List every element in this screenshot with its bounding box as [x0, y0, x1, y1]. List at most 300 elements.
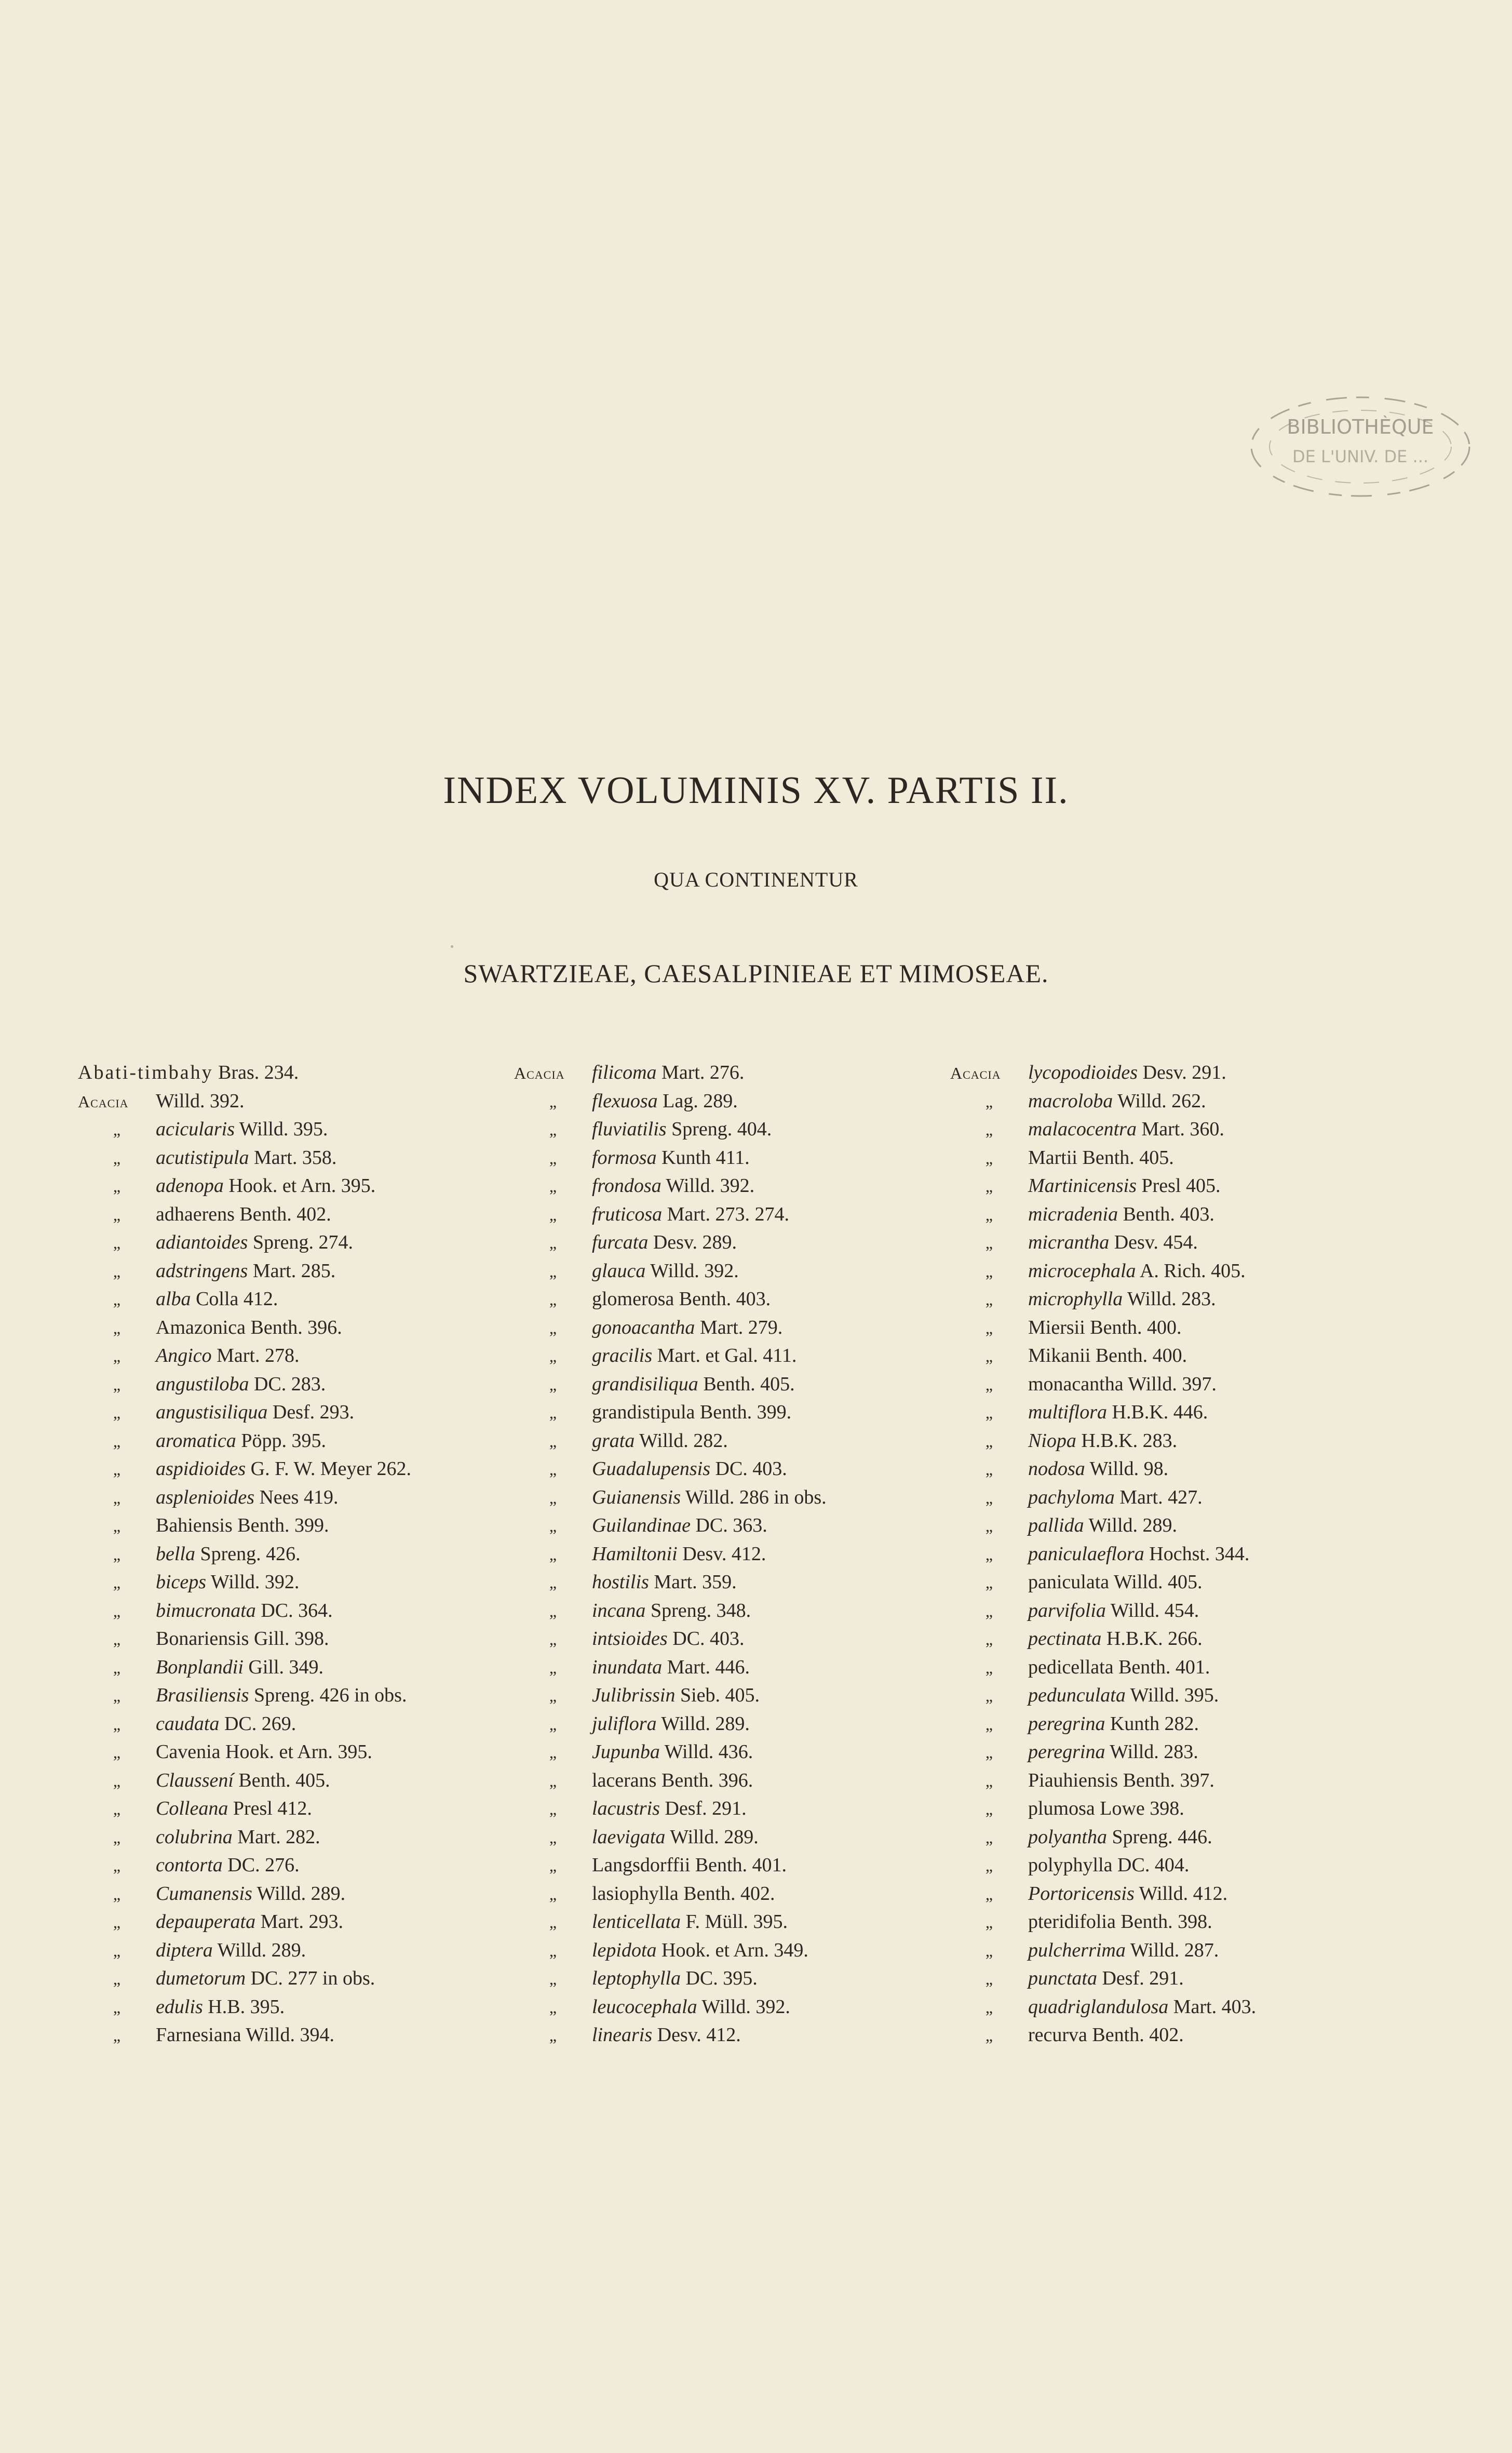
- species-name: gracilis: [592, 1345, 653, 1366]
- species-name: Guianensis: [592, 1486, 681, 1508]
- author-page-ref: Benth. 396.: [656, 1769, 753, 1791]
- stamp-top-text: BIBLIOTHÈQUE: [1287, 415, 1434, 438]
- species-name: asplenioides: [156, 1486, 254, 1508]
- ditto-mark: „: [985, 1234, 993, 1252]
- ditto-mark: „: [113, 1969, 121, 1988]
- index-entry: [950, 1427, 1397, 1455]
- ditto-mark: „: [985, 1431, 993, 1451]
- ditto-mark: „: [549, 1375, 557, 1394]
- author-page-ref: Benth. 402.: [1087, 2024, 1184, 2046]
- species-name: angustisiliqua: [156, 1401, 268, 1423]
- page-subtitle-content: SWARTZIEAE, CAESALPINIEAE ET MIMOSEAE.: [463, 959, 1049, 988]
- species-name: dumetorum: [156, 1967, 246, 1989]
- index-entry: [514, 1597, 961, 1625]
- author-page-ref: Willd. 392.: [206, 1571, 300, 1593]
- ditto-mark: „: [113, 1375, 121, 1394]
- species-name: diptera: [156, 1939, 213, 1961]
- ditto-mark: „: [113, 1177, 121, 1196]
- index-entry: [514, 1483, 961, 1512]
- index-entry: [78, 2021, 524, 2049]
- index-entry: [950, 1115, 1397, 1144]
- index-entry: [78, 1398, 524, 1427]
- index-entry: [78, 1993, 524, 2021]
- author-page-ref: Willd. 436.: [659, 1741, 753, 1763]
- species-name: lycopodioides: [1028, 1062, 1138, 1083]
- species-name: filicoma: [592, 1062, 657, 1083]
- species-name: monacantha: [1028, 1373, 1124, 1395]
- author-page-ref: Mart. 273. 274.: [662, 1203, 789, 1225]
- author-page-ref: H.B.K. 266.: [1101, 1628, 1203, 1650]
- index-entry: [950, 1738, 1397, 1766]
- author-page-ref: Mart. 282.: [232, 1826, 320, 1848]
- author-page-ref: Benth. 399.: [232, 1514, 329, 1536]
- ditto-mark: „: [549, 1856, 557, 1875]
- genus-label: Acacia: [78, 1092, 129, 1111]
- author-page-ref: Spreng. 348.: [645, 1599, 751, 1621]
- index-entry: [78, 1851, 524, 1880]
- index-entry: [950, 1228, 1397, 1257]
- ditto-mark: „: [549, 1800, 557, 1818]
- index-entry: [514, 1257, 961, 1285]
- author-page-ref: Willd. 289.: [212, 1939, 306, 1961]
- author-page-ref: Mart. 358.: [249, 1146, 337, 1169]
- index-entry: [950, 1880, 1397, 1908]
- species-name: adhaerens: [156, 1203, 235, 1225]
- author-page-ref: DC. 269.: [219, 1712, 296, 1735]
- index-entry: [950, 1964, 1397, 1993]
- index-entry: [514, 1200, 961, 1229]
- ditto-mark: „: [985, 1800, 993, 1818]
- index-entry: [950, 1908, 1397, 1936]
- index-entry: [78, 1936, 524, 1965]
- species-name: punctata: [1028, 1967, 1097, 1989]
- index-entry: [78, 1115, 524, 1144]
- index-entry: [78, 1257, 524, 1285]
- author-page-ref: Benth. 403.: [674, 1288, 771, 1310]
- species-name: aromatica: [156, 1429, 236, 1452]
- index-entry: [950, 1597, 1397, 1625]
- index-entry: [950, 1823, 1397, 1852]
- author-page-ref: Mart. 279.: [695, 1316, 783, 1338]
- ditto-mark: „: [113, 1771, 121, 1790]
- species-name: peregrina: [1028, 1712, 1105, 1735]
- index-entry: [950, 1087, 1397, 1116]
- species-name: depauperata: [156, 1911, 256, 1933]
- author-page-ref: Willd. 287.: [1125, 1939, 1219, 1961]
- ditto-mark: „: [549, 1658, 557, 1677]
- ditto-mark: „: [549, 1488, 557, 1507]
- author-page-ref: Willd. 289.: [665, 1826, 759, 1848]
- ditto-mark: „: [113, 1998, 121, 2017]
- ditto-mark: „: [549, 1290, 557, 1309]
- index-column-2: [514, 1058, 961, 2049]
- ditto-mark: „: [549, 1630, 557, 1648]
- index-entry: [514, 1710, 961, 1738]
- index-entry: [78, 1313, 524, 1342]
- ditto-mark: „: [549, 1743, 557, 1762]
- species-name: grata: [592, 1429, 635, 1452]
- index-entry: [514, 1228, 961, 1257]
- ditto-mark: „: [549, 1517, 557, 1535]
- species-name: furcata: [592, 1231, 649, 1253]
- ditto-mark: „: [549, 1460, 557, 1479]
- ditto-mark: „: [549, 1601, 557, 1620]
- ditto-mark: „: [113, 1262, 121, 1281]
- ditto-mark: „: [549, 1262, 557, 1281]
- index-entry: [514, 1568, 961, 1597]
- index-entry: [514, 1511, 961, 1540]
- species-name: pectinata: [1028, 1628, 1102, 1650]
- genus-label: Acacia: [950, 1064, 1001, 1082]
- author-page-ref: Willd. 412.: [1134, 1882, 1228, 1905]
- species-name: glauca: [592, 1259, 646, 1282]
- species-name: pedicellata: [1028, 1656, 1114, 1678]
- author-page-ref: Benth. 403.: [1118, 1203, 1214, 1225]
- ditto-mark: „: [113, 1460, 121, 1479]
- index-entry: [78, 1568, 524, 1597]
- species-name: plumosa: [1028, 1798, 1095, 1819]
- index-entry: [514, 1823, 961, 1852]
- species-name: lenticellata: [592, 1911, 681, 1933]
- ditto-mark: „: [549, 1545, 557, 1564]
- ditto-mark: „: [113, 1347, 121, 1365]
- species-name: Jupunba: [592, 1741, 660, 1763]
- index-entry: [514, 1087, 961, 1116]
- index-entry: [78, 1285, 524, 1313]
- ditto-mark: „: [113, 1431, 121, 1451]
- author-page-ref: Lag. 289.: [657, 1090, 738, 1112]
- author-page-ref: Kunth 282.: [1105, 1712, 1199, 1735]
- index-column-3: [950, 1058, 1397, 2049]
- author-page-ref: Willd. 454.: [1105, 1599, 1199, 1621]
- index-entry: [950, 1200, 1397, 1229]
- species-name: grandistipula: [592, 1401, 695, 1423]
- index-entry: [950, 1794, 1397, 1823]
- author-page-ref: H.B.K. 283.: [1076, 1429, 1178, 1452]
- author-page-ref: Mart. 285.: [248, 1259, 336, 1282]
- ditto-mark: „: [985, 1658, 993, 1677]
- species-name: microcephala: [1028, 1259, 1136, 1282]
- ditto-mark: „: [113, 1205, 121, 1224]
- index-entry: [514, 1455, 961, 1483]
- author-page-ref: DC. 404.: [1112, 1854, 1190, 1876]
- index-entry: [950, 1172, 1397, 1200]
- species-name: Bonariensis: [156, 1628, 249, 1650]
- index-entry: [950, 1342, 1397, 1370]
- ditto-mark: „: [549, 1884, 557, 1904]
- author-page-ref: Desf. 291.: [659, 1798, 747, 1819]
- species-name: Guadalupensis: [592, 1458, 710, 1480]
- index-entry: [514, 1058, 961, 1087]
- ditto-mark: „: [113, 1601, 121, 1620]
- index-entry: [78, 1483, 524, 1512]
- species-name: colubrina: [156, 1826, 233, 1848]
- author-page-ref: Presl 405.: [1136, 1175, 1221, 1197]
- species-name: Martinicensis: [1028, 1175, 1137, 1197]
- index-entry: [78, 1087, 524, 1116]
- author-page-ref: Benth. 400.: [1085, 1316, 1182, 1338]
- author-page-ref: Mart. 278.: [211, 1345, 300, 1366]
- author-page-ref: Willd. 392.: [697, 1995, 790, 2018]
- ditto-mark: „: [985, 1969, 993, 1988]
- author-page-ref: Desv. 291.: [1138, 1062, 1226, 1083]
- species-name: pallida: [1028, 1514, 1084, 1536]
- species-name: polyantha: [1028, 1826, 1107, 1848]
- author-page-ref: Benth. 402.: [678, 1882, 775, 1905]
- ditto-mark: „: [985, 1460, 993, 1479]
- author-page-ref: Desv. 454.: [1109, 1231, 1198, 1253]
- species-name: acutistipula: [156, 1146, 249, 1169]
- author-page-ref: Spreng. 426 in obs.: [249, 1684, 407, 1706]
- index-entry: [950, 1851, 1397, 1880]
- species-name: Colleana: [156, 1798, 228, 1819]
- species-name: Claussení: [156, 1769, 234, 1791]
- index-entry: [950, 1285, 1397, 1313]
- species-name: bella: [156, 1543, 195, 1565]
- author-page-ref: Spreng. 404.: [666, 1118, 772, 1140]
- index-entry: [950, 1653, 1397, 1682]
- species-name: adiantoides: [156, 1231, 248, 1253]
- author-page-ref: DC. 363.: [690, 1514, 767, 1536]
- ditto-mark: „: [113, 1318, 121, 1337]
- author-page-ref: Gill. 398.: [249, 1628, 329, 1650]
- library-stamp-icon: [1241, 384, 1480, 504]
- ditto-mark: „: [985, 1573, 993, 1592]
- ditto-mark: „: [549, 2026, 557, 2045]
- index-entry: [78, 1766, 524, 1795]
- author-page-ref: Willd. 283.: [1105, 1741, 1198, 1763]
- species-name: adstringens: [156, 1259, 248, 1282]
- ditto-mark: „: [985, 1913, 993, 1932]
- ditto-mark: „: [549, 1205, 557, 1224]
- author-page-ref: Pöpp. 395.: [236, 1429, 326, 1452]
- index-entry: [78, 1200, 524, 1229]
- species-name: malacocentra: [1028, 1118, 1137, 1140]
- species-name: Julibrissin: [592, 1684, 676, 1706]
- ditto-mark: „: [549, 1318, 557, 1337]
- ditto-mark: „: [549, 1148, 557, 1168]
- ditto-mark: „: [985, 1120, 993, 1139]
- author-page-ref: Willd. 395.: [1125, 1684, 1219, 1706]
- index-entry: [514, 1172, 961, 1200]
- index-entry: [950, 1540, 1397, 1569]
- index-entry: [78, 1710, 524, 1738]
- author-page-ref: Willd. 397.: [1123, 1373, 1217, 1395]
- index-entry: [514, 1342, 961, 1370]
- ditto-mark: „: [985, 1262, 993, 1281]
- ditto-mark: „: [113, 1743, 121, 1762]
- index-entry: [514, 1908, 961, 1936]
- ditto-mark: „: [113, 1403, 121, 1422]
- index-entry: [78, 1908, 524, 1936]
- author-page-ref: Benth. 401.: [1113, 1656, 1210, 1678]
- author-page-ref: DC. 283.: [249, 1373, 326, 1395]
- species-name: bimucronata: [156, 1599, 256, 1621]
- ditto-mark: „: [985, 1347, 993, 1365]
- author-page-ref: Benth. 399.: [695, 1401, 792, 1423]
- ditto-mark: „: [549, 1941, 557, 1960]
- index-entry: [514, 1115, 961, 1144]
- index-entry: [950, 1370, 1397, 1399]
- species-name: Mikanii: [1028, 1345, 1091, 1366]
- species-name: Cavenia: [156, 1741, 221, 1763]
- species-name: fluviatilis: [592, 1118, 667, 1140]
- ditto-mark: „: [985, 1630, 993, 1648]
- index-entry: [950, 1511, 1397, 1540]
- index-entry: [950, 1681, 1397, 1710]
- ditto-mark: „: [985, 1403, 993, 1422]
- ditto-mark: „: [549, 1120, 557, 1139]
- ditto-mark: „: [985, 1148, 993, 1168]
- index-entry: [514, 1681, 961, 1710]
- species-name: nodosa: [1028, 1458, 1085, 1480]
- index-entry: [78, 1681, 524, 1710]
- species-name: lacerans: [592, 1769, 657, 1791]
- ditto-mark: „: [985, 1177, 993, 1196]
- index-entry: [514, 1851, 961, 1880]
- author-page-ref: Benth. 405.: [233, 1769, 330, 1791]
- species-name: Brasiliensis: [156, 1684, 249, 1706]
- species-name: paniculata: [1028, 1571, 1110, 1593]
- ditto-mark: „: [985, 1884, 993, 1904]
- species-name: polyphylla: [1028, 1854, 1113, 1876]
- species-name: gonoacantha: [592, 1316, 695, 1338]
- species-name: macroloba: [1028, 1090, 1113, 1112]
- author-page-ref: DC. 403.: [710, 1458, 787, 1480]
- species-name: multiflora: [1028, 1401, 1108, 1423]
- author-page-ref: Desf. 293.: [267, 1401, 355, 1423]
- species-name: quadriglandulosa: [1028, 1995, 1169, 2018]
- genus-label: Acacia: [514, 1064, 565, 1082]
- index-entry: [514, 1313, 961, 1342]
- ditto-mark: „: [113, 1488, 121, 1507]
- ditto-mark: „: [985, 1771, 993, 1790]
- author-page-ref: Kunth 411.: [656, 1146, 750, 1169]
- index-entry: [78, 1625, 524, 1653]
- ditto-mark: „: [113, 1573, 121, 1592]
- index-entry: [950, 1710, 1397, 1738]
- index-entry: [514, 1427, 961, 1455]
- index-entry: [514, 1370, 961, 1399]
- author-page-ref: Mart. et Gal. 411.: [652, 1345, 797, 1366]
- species-name: intsioides: [592, 1628, 668, 1650]
- species-name: Niopa: [1028, 1429, 1076, 1452]
- species-name: fruticosa: [592, 1203, 663, 1225]
- species-name: leucocephala: [592, 1995, 697, 2018]
- index-entry: [514, 2021, 961, 2049]
- species-name: Bahiensis: [156, 1514, 233, 1536]
- ditto-mark: „: [985, 1517, 993, 1535]
- index-entry: [514, 1653, 961, 1682]
- ditto-mark: „: [549, 1431, 557, 1451]
- ditto-mark: „: [113, 1545, 121, 1564]
- author-page-ref: Willd. 262.: [1113, 1090, 1206, 1112]
- index-entry: [514, 1625, 961, 1653]
- index-entry: [950, 1058, 1397, 1087]
- species-name: Piauhiensis: [1028, 1769, 1118, 1791]
- author-page-ref: Nees 419.: [254, 1486, 339, 1508]
- ditto-mark: „: [985, 1092, 993, 1111]
- author-page-ref: Benth. 396.: [246, 1316, 342, 1338]
- ditto-mark: „: [113, 1856, 121, 1875]
- author-page-ref: Desf. 291.: [1097, 1967, 1184, 1989]
- species-name: parvifolia: [1028, 1599, 1106, 1621]
- species-name: alba: [156, 1288, 191, 1310]
- index-entry: [78, 1370, 524, 1399]
- species-name: frondosa: [592, 1175, 662, 1197]
- author-page-ref: Mart. 446.: [662, 1656, 750, 1678]
- author-page-ref: Willd. 405.: [1109, 1571, 1203, 1593]
- species-name: incana: [592, 1599, 646, 1621]
- ditto-mark: „: [549, 1828, 557, 1847]
- ditto-mark: „: [985, 1318, 993, 1337]
- species-name: edulis: [156, 1995, 203, 2018]
- index-entry: [78, 1058, 524, 1087]
- author-page-ref: Colla 412.: [191, 1288, 278, 1310]
- index-entry: [514, 1993, 961, 2021]
- author-page-ref: Desv. 289.: [648, 1231, 737, 1253]
- species-name: lacustris: [592, 1798, 660, 1819]
- index-entry: [78, 1964, 524, 1993]
- ditto-mark: „: [985, 1205, 993, 1224]
- ditto-mark: „: [113, 1148, 121, 1168]
- index-entry: [514, 1285, 961, 1313]
- author-page-ref: Benth. 398.: [1115, 1911, 1212, 1933]
- index-column-1: [78, 1058, 524, 2049]
- index-entry: [514, 1144, 961, 1172]
- ditto-mark: „: [985, 1601, 993, 1620]
- author-page-ref: Willd. 286 in obs.: [681, 1486, 827, 1508]
- species-name: linearis: [592, 2024, 653, 2046]
- author-page-ref: Benth. 397.: [1118, 1769, 1214, 1791]
- author-page-ref: Willd. 395.: [234, 1118, 328, 1140]
- author-page-ref: Benth. 402.: [234, 1203, 331, 1225]
- ditto-mark: „: [113, 1686, 121, 1705]
- author-page-ref: DC. 277 in obs.: [246, 1967, 375, 1989]
- author-page-ref: Spreng. 446.: [1106, 1826, 1212, 1848]
- index-entry: [78, 1540, 524, 1569]
- index-entry: [514, 1880, 961, 1908]
- species-name: hostilis: [592, 1571, 649, 1593]
- index-entry: [78, 1653, 524, 1682]
- species-name: peregrina: [1028, 1741, 1105, 1763]
- ditto-mark: „: [985, 1686, 993, 1705]
- ditto-mark: „: [985, 1290, 993, 1309]
- index-entry: [514, 1738, 961, 1766]
- author-page-ref: Hook. et Arn. 395.: [220, 1741, 372, 1763]
- author-page-ref: DC. 403.: [667, 1628, 745, 1650]
- ditto-mark: „: [985, 1856, 993, 1875]
- species-name: grandisiliqua: [592, 1373, 698, 1395]
- author-page-ref: Willd. 392.: [645, 1259, 739, 1282]
- ditto-mark: „: [985, 1998, 993, 2017]
- author-page-ref: Bras. 234.: [213, 1062, 299, 1083]
- author-page-ref: Willd. 283.: [1123, 1288, 1216, 1310]
- index-entry: [78, 1794, 524, 1823]
- species-name: paniculaeflora: [1028, 1543, 1144, 1565]
- ditto-mark: „: [113, 1234, 121, 1252]
- stamp-bottom-text: DE L'UNIV. DE ...: [1292, 447, 1429, 466]
- author-page-ref: Mart. 276.: [656, 1062, 745, 1083]
- index-entry: [78, 1597, 524, 1625]
- ditto-mark: „: [549, 1234, 557, 1252]
- index-entry: [950, 1568, 1397, 1597]
- species-name: pteridifolia: [1028, 1911, 1116, 1933]
- index-entry: [514, 1540, 961, 1569]
- ditto-mark: „: [985, 1743, 993, 1762]
- species-name: angustiloba: [156, 1373, 249, 1395]
- ditto-mark: „: [113, 1517, 121, 1535]
